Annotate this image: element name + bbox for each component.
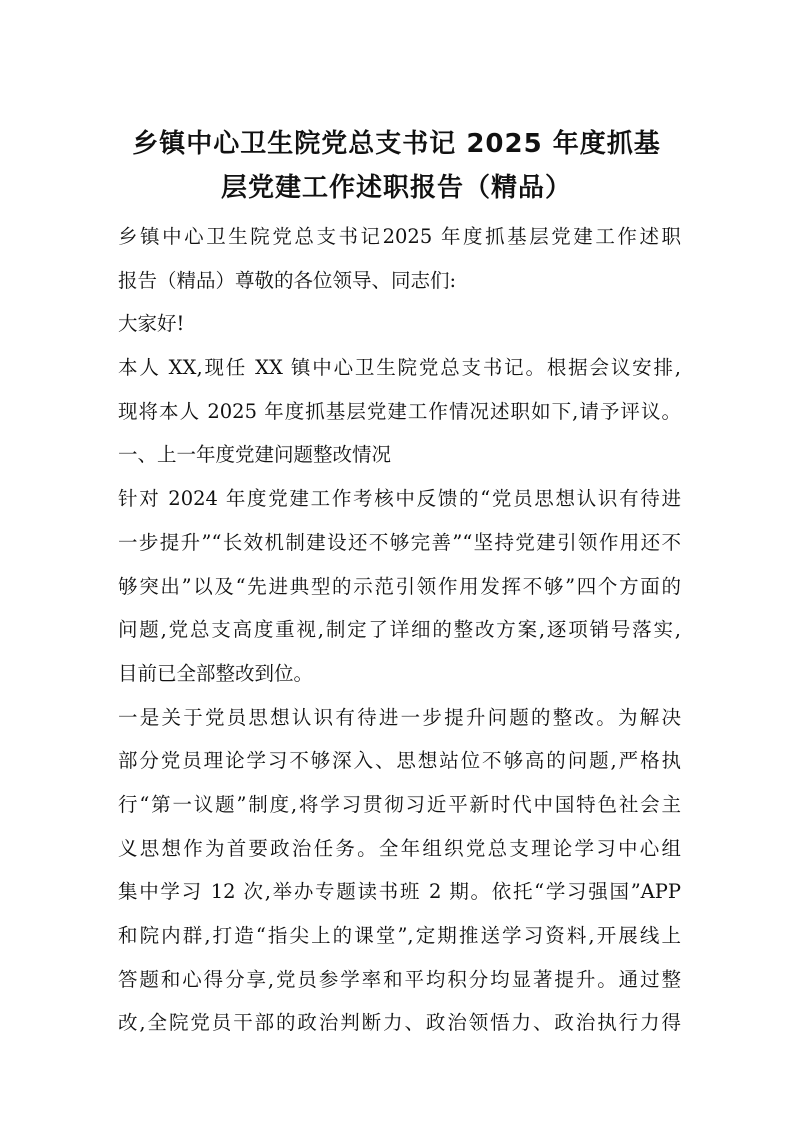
body-text-line: 改,全院党员干部的政治判断力、政治领悟力、政治执行力得: [118, 1011, 681, 1035]
body-text-line: 现将本人 2025 年度抓基层党建工作情况述职如下,请予评议。: [118, 399, 681, 423]
body-text-line: 目前已全部整改到位。: [118, 661, 314, 685]
body-text-line: 部分党员理论学习不够深入、思想站位不够高的问题,严格执: [118, 749, 681, 773]
document-title: [0, 122, 793, 210]
body-text-line: 集中学习 12 次,举办专题读书班 2 期。依托“学习强国”APP: [118, 880, 681, 904]
body-text-line: 乡镇中心卫生院党总支书记2025 年度抓基层党建工作述职: [118, 225, 681, 248]
body-text-line: 够突出”以及“先进典型的示范引领作用发挥不够”四个方面的: [118, 574, 681, 598]
body-text-line: 一步提升”“长效机制建设还不够完善”“坚持党建引领作用还不: [118, 530, 681, 554]
body-text-line: 一是关于党员思想认识有待进一步提升问题的整改。为解决: [118, 705, 681, 729]
title-line-1: 乡镇中心卫生院党总支书记 2025 年度抓基: [132, 129, 661, 159]
body-text-line: 行“第一议题”制度,将学习贯彻习近平新时代中国特色社会主: [118, 792, 681, 816]
body-text-line: 本人 XX,现任 XX 镇中心卫生院党总支书记。根据会议安排,: [118, 356, 681, 380]
body-text-line: 义思想作为首要政治任务。全年组织党总支理论学习中心组: [118, 836, 681, 860]
body-text-line: 和院内群,打造“指尖上的课堂”,定期推送学习资料,开展线上: [118, 924, 681, 947]
body-text-line: 大家好!: [118, 312, 185, 336]
document-body: [118, 215, 681, 1045]
body-text-line: 一、上一年度党建问题整改情况: [118, 443, 392, 467]
title-line-2: 层党建工作述职报告（精品）: [220, 173, 572, 203]
body-text-line: 问题,党总支高度重视,制定了详细的整改方案,逐项销号落实,: [118, 618, 681, 642]
body-text-line: 报告（精品）尊敬的各位领导、同志们:: [118, 268, 457, 292]
body-text-line: 答题和心得分享,党员参学率和平均积分均显著提升。通过整: [118, 967, 681, 991]
body-text-line: 针对 2024 年度党建工作考核中反馈的“党员思想认识有待进: [118, 487, 681, 511]
